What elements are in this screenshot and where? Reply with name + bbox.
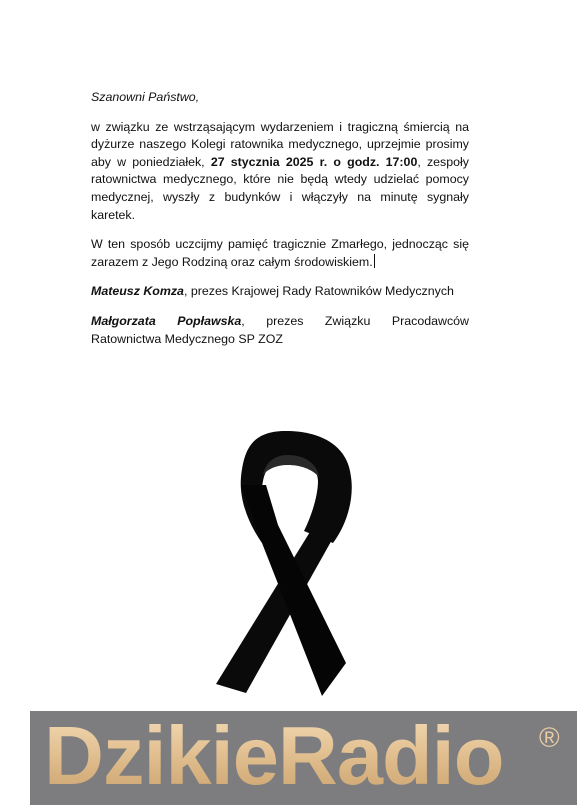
signature-name: Małgorzata Popławska xyxy=(91,313,242,328)
signature-poplawska xyxy=(91,313,469,348)
paragraph-announcement xyxy=(91,119,469,225)
greeting: Szanowni Państwo, xyxy=(91,90,200,104)
signature-komza xyxy=(91,283,469,301)
paragraph-remembrance: W ten sposób uczcijmy pamięć tragicznie Zmarłego, jednocząc się zarazem z Jego Rodziną oraz całym środowiskiem. xyxy=(91,237,469,269)
announcement-tail: , zespoły ratownictwa medycznego, które nie będą wtedy udzielać pomocy medycznej, wyszły z budynków i włączyły na minutę sygnały karetek. xyxy=(91,154,469,222)
signature-name: Mateusz Komza xyxy=(91,284,184,299)
letter-body xyxy=(91,89,469,360)
signature-role: , prezes Krajowej Rady Ratowników Medycznych xyxy=(183,284,454,299)
watermark-banner xyxy=(30,711,577,805)
announcement-lead: w związku ze wstrząsającym wydarzeniem i tragiczną śmiercią na dyżurze naszego Kolegi ratownika medycznego, uprzejmie prosimy aby w poniedziałek, xyxy=(91,119,469,169)
brand-watermark: DzikieRadio xyxy=(44,711,504,802)
text-cursor xyxy=(374,254,375,268)
signature-role: , prezes Związku Pracodawców Ratownictwa Medycznego SP ZOZ xyxy=(91,313,469,346)
registered-trademark-icon: ® xyxy=(539,722,560,753)
mourning-ribbon-icon xyxy=(200,425,370,700)
announcement-date: 27 stycznia 2025 r. o godz. 17:00 xyxy=(210,154,418,169)
